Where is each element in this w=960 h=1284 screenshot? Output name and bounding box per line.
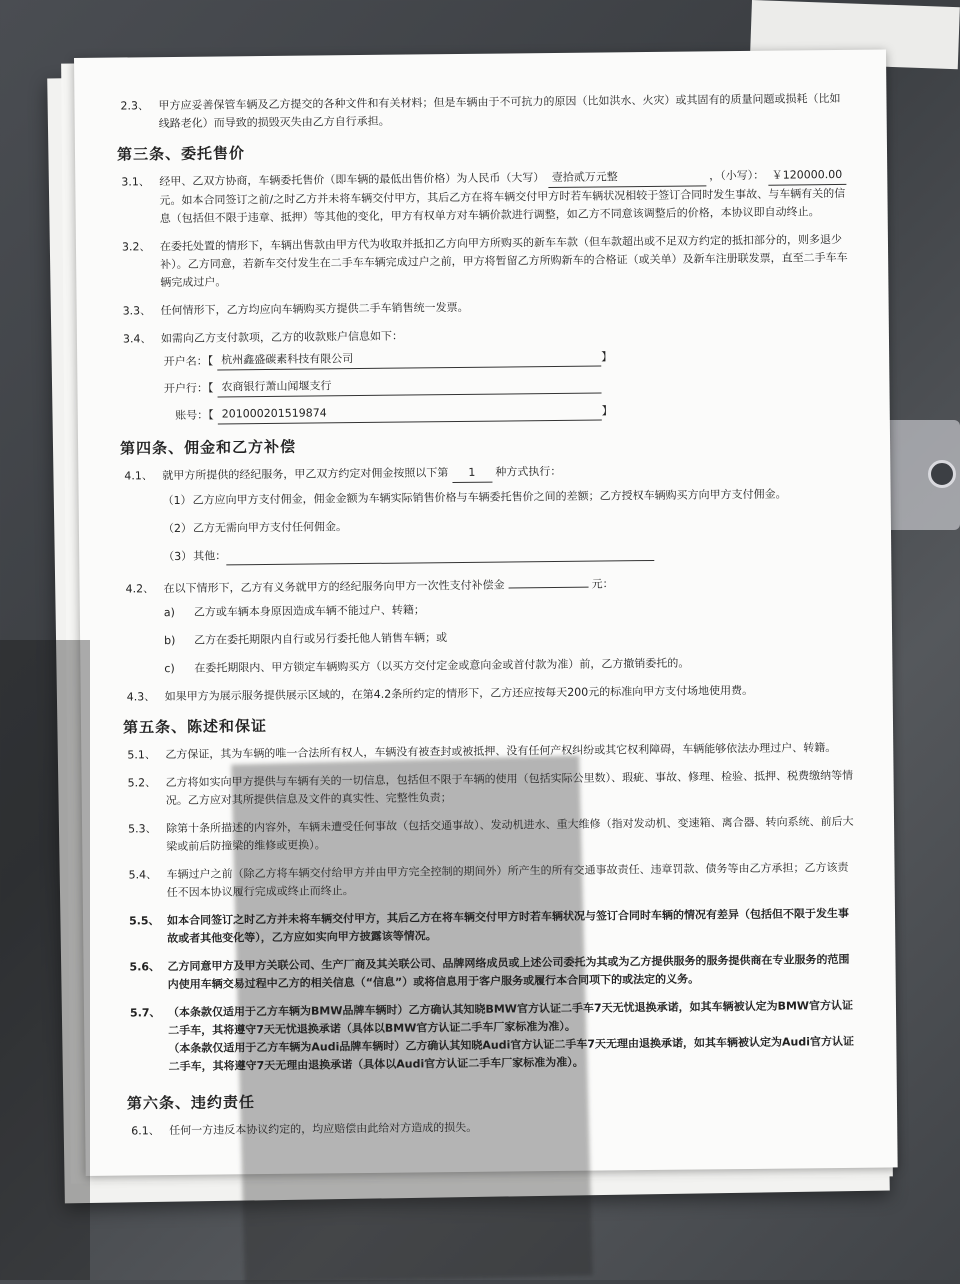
clause-3-4 (123, 323, 849, 349)
clause-number: 5.7、 (129, 1006, 161, 1020)
clause-4-2-item-c (164, 653, 852, 678)
commission-option-field: 1 (452, 464, 492, 483)
clause-5-7 (130, 997, 857, 1077)
clause-4-2-item-b (164, 625, 852, 650)
item-label: b) (164, 633, 176, 648)
clause-number: 4.2、 (125, 582, 155, 596)
clause-number: 4.3、 (126, 690, 156, 704)
bank-label: 开户行：【 (163, 381, 214, 395)
account-number-row (162, 399, 850, 425)
clause-text-part: 经甲、乙双方协商，车辆委托售价（即车辆的最低出售价格）为人民币（大写） (159, 171, 545, 189)
clause-number: 5.6、 (129, 960, 161, 974)
clause-text: 除第十条所描述的内容外，车辆未遭受任何事故（包括交通事故）、发动机进水、重大维修（指对发动机、变速箱、离合器、转向系统、前后大梁或前后防撞梁的维修或更换）。 (166, 814, 854, 854)
clause-number: 5.3、 (128, 822, 157, 836)
clause-5-1 (127, 739, 853, 765)
option-number: （3） (163, 549, 193, 564)
clause-text-part: 种方式执行： (495, 464, 562, 479)
clause-text (162, 460, 850, 486)
clause-4-3 (127, 681, 853, 707)
contract-content (116, 90, 857, 1151)
heading-article-4: 第四条、佣金和乙方补偿 (119, 437, 297, 458)
clause-5-4 (128, 859, 854, 903)
clause-number: 5.1、 (127, 748, 156, 762)
commission-option-1 (163, 485, 851, 510)
clause-number: 3.4、 (122, 332, 152, 346)
clause-text-part: ，（小写）： (709, 168, 765, 183)
clause-number: 2.3、 (120, 99, 150, 113)
clause-number: 5.5、 (128, 914, 160, 928)
clause-text-audi: （本条款仅适用于乙方车辆为Audi品牌车辆时）乙方确认其知晓Audi官方认证二手车7天无理由退换承诺，如其车辆被认定为Audi官方认证二手车，其将遵守7天无理由退换承诺（具体以Audi官方认证二手车厂家标准为准）。 (168, 1034, 855, 1074)
heading-article-5: 第五条、陈述和保证 (122, 717, 268, 737)
clause-number: 6.1、 (131, 1124, 160, 1138)
account-name-row (161, 345, 849, 371)
contract-page (74, 49, 898, 1175)
account-name-label: 开户名：【 (163, 354, 214, 368)
clause-4-2-item-a (164, 597, 852, 622)
clause-text: 乙方保证，其为车辆的唯一合法所有权人，车辆没有被查封或被抵押、没有任何产权纠纷或其它权利障碍，车辆能够依法办理过户、转籍。 (165, 741, 837, 762)
heading-article-6: 第六条、违约责任 (126, 1093, 256, 1113)
close-bracket: 】 (601, 403, 613, 417)
clause-text (159, 166, 848, 228)
option-number: （2） (162, 521, 192, 536)
clause-number: 4.1、 (124, 469, 153, 483)
clause-5-6 (129, 951, 855, 995)
option-text: 乙方无需向甲方支付任何佣金。 (192, 520, 347, 535)
clause-text: 在委托处置的情形下，车辆出售款由甲方代为收取并抵扣乙方向甲方所购买的新车车款（但车款超出或不足双方约定的抵扣部分的，则多退少补）。乙方同意，若新车交付发生在二手车车辆完成过户之前，甲方将暂留乙方所购新车的合格证（或关单）及新车注册联发票，直至二手车车辆完成过户。 (159, 232, 848, 290)
commission-option-2 (163, 513, 851, 538)
clause-text-bmw: （本条款仅适用于乙方车辆为BMW品牌车辆时）乙方确认其知晓BMW官方认证二手车7天无忧退换承诺，如其车辆被认定为BMW官方认证二手车，其将遵守7天无忧退换承诺（具体以BMW官方认证二手车厂家标准为准）。 (167, 998, 854, 1038)
item-label: a) (163, 605, 175, 620)
heading-article-3: 第三条、委托售价 (116, 144, 246, 164)
clause-3-2 (122, 231, 849, 293)
bank-row (161, 372, 849, 398)
commission-option-3 (163, 541, 851, 566)
clause-text-part: 元。如本合同签订之前/之时乙方并未将车辆交付甲方，其后乙方在将车辆交付甲方时若车辆状况相较于签订合同时发生事故、与车辆有关的信息（包括但不限于违章、抵押）等其他的变化，甲方有权单方对车辆价款进行调整，如乙方不同意该调整后的价格，本协议即自动终止。 (159, 186, 846, 226)
clause-2-3 (120, 90, 846, 134)
clause-5-2 (128, 767, 854, 811)
clause-text: 如需向乙方支付款项，乙方的收款账户信息如下： (160, 329, 403, 346)
clause-text: 车辆过户之前（除乙方将车辆交付给甲方并由甲方完全控制的期间外）所产生的所有交通事故责任、违章罚款、债务等由乙方承担；乙方该责任不因本协议履行完成或终止而终止。 (166, 860, 849, 900)
other-blank-field (226, 543, 654, 565)
clause-number: 5.2、 (127, 776, 157, 790)
clause-4-1 (124, 460, 850, 487)
account-name-field: 杭州鑫盛碳素科技有限公司 (217, 347, 601, 370)
clause-text-part: 元： (591, 577, 614, 591)
item-label: c) (164, 661, 175, 676)
sleeve-punch-hole (928, 460, 956, 488)
item-text: 乙方在委托期限内自行或另行委托他人销售车辆；或 (194, 631, 448, 647)
clause-6-1 (131, 1115, 857, 1141)
amount-words-field: 壹拾贰万元整 (548, 167, 706, 188)
clause-text-part: 就甲方所提供的经纪服务，甲乙双方约定对佣金按照以下第 (162, 466, 449, 483)
clause-text-part: 在以下情形下，乙方有义务就甲方的经纪服务向甲方一次性支付补偿金 (163, 578, 505, 596)
option-text: 乙方应向甲方支付佣金，佣金金额为车辆实际销售价格与车辆委托售价之间的差额；乙方授权车辆购买方向甲方支付佣金。 (192, 487, 787, 507)
clause-number: 3.2、 (121, 240, 151, 254)
clause-5-3 (128, 813, 854, 857)
clause-text: 任何一方违反本协议约定的，均应赔偿由此给对方造成的损失。 (169, 1120, 478, 1138)
clause-number: 3.3、 (122, 304, 152, 318)
clause-3-3 (123, 295, 849, 321)
clause-number: 5.4、 (128, 868, 158, 882)
bank-field: 农商银行萧山闻堰支行 (217, 374, 601, 397)
close-bracket: 】 (601, 349, 613, 363)
clause-text (168, 997, 857, 1076)
clause-text: 甲方应妥善保管车辆及乙方提交的各种文件和有关材料；但是车辆由于不可抗力的原因（比如洪水、火灾）或其固有的质量问题或损耗（比如线路老化）而导致的损毁灭失由乙方自行承担。 (158, 91, 841, 131)
clause-text (163, 573, 851, 598)
clause-3-1 (121, 166, 848, 229)
clause-number: 3.1、 (121, 175, 150, 189)
account-number-field: 201000201519874 (218, 401, 602, 424)
clause-text: 如果甲方为展示服务提供展示区域的，在第4.2条所约定的情形下，乙方还应按每天200元的标准向甲方支付场地使用费。 (164, 683, 754, 704)
compensation-amount-field (508, 587, 588, 589)
clause-text: 如本合同签订之时乙方并未将车辆交付甲方，其后乙方在将车辆交付甲方时若车辆状况与签订合同时车辆的情况有差异（包括但不限于发生事故或者其他变化等），乙方应如实向甲方披露该等情况。 (166, 906, 850, 946)
clause-5-5 (129, 905, 855, 949)
item-text: 乙方或车辆本身原因造成车辆不能过户、转籍； (193, 603, 425, 619)
clause-text: 乙方将如实向甲方提供与车辆有关的一切信息，包括但不限于车辆的使用（包括实际公里数）、瑕疵、事故、修理、检验、抵押、税费缴纳等情况。乙方应对其所提供信息及文件的真实性、完整性负责； (165, 768, 854, 808)
clause-text: 乙方同意甲方及甲方关联公司、生产厂商及其关联公司、品牌网络成员或上述公司委托为其或为乙方提供服务的服务提供商在专业服务的范围内使用车辆交易过程中乙方的相关信息（“信息”）或将信息用于客户服务或履行本合同项下的或法定的义务。 (167, 952, 850, 992)
clause-4-2 (125, 573, 851, 599)
clause-text: 任何情形下，乙方均应向车辆购买方提供二手车销售统一发票。 (160, 300, 469, 318)
amount-figure-field: ￥120000.00 (768, 166, 846, 186)
item-text: 在委托期限内、甲方锁定车辆购买方（以买方交付定金或意向金或首付款为准）前，乙方撤销委托的。 (194, 656, 690, 675)
account-number-label: 账号：【 (175, 408, 214, 422)
option-text: 其他： (193, 549, 227, 563)
option-number: （1） (162, 493, 192, 508)
